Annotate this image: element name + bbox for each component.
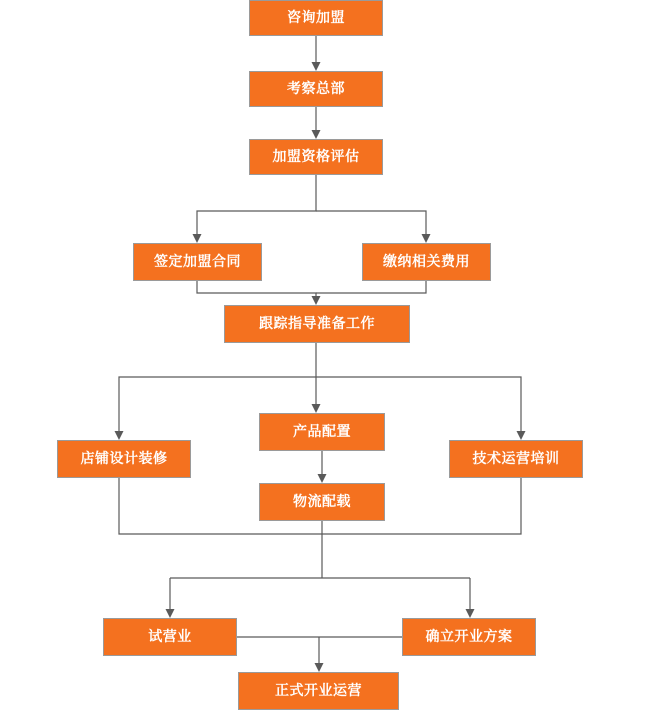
node-store-design[interactable]: 店铺设计装修 — [57, 440, 191, 478]
node-sign-contract[interactable]: 签定加盟合同 — [133, 243, 262, 281]
edge-fee-to-guide — [316, 281, 426, 293]
arrowhead — [312, 62, 321, 71]
arrowhead — [315, 663, 324, 672]
edge-contract-to-guide — [197, 281, 316, 298]
arrowhead — [312, 404, 321, 413]
arrowhead — [312, 296, 321, 305]
arrowhead — [166, 609, 175, 618]
arrowhead — [422, 234, 431, 243]
node-logistics-loading[interactable]: 物流配载 — [259, 483, 385, 521]
arrowhead — [517, 431, 526, 440]
node-technical-training[interactable]: 技术运营培训 — [449, 440, 583, 478]
node-consult-franchise[interactable]: 咨询加盟 — [249, 0, 383, 36]
edge-eval-to-fee — [316, 211, 426, 236]
node-product-configuration[interactable]: 产品配置 — [259, 413, 385, 451]
arrowhead — [193, 234, 202, 243]
arrowhead — [312, 130, 321, 139]
node-official-opening[interactable]: 正式开业运营 — [238, 672, 399, 710]
node-trial-operation[interactable]: 试营业 — [103, 618, 237, 656]
node-pay-fees[interactable]: 缴纳相关费用 — [362, 243, 491, 281]
node-tracking-guidance[interactable]: 跟踪指导准备工作 — [224, 305, 410, 343]
node-qualification-evaluation[interactable]: 加盟资格评估 — [249, 139, 383, 175]
arrowhead — [466, 609, 475, 618]
node-inspect-headquarters[interactable]: 考察总部 — [249, 71, 383, 107]
arrowhead — [318, 474, 327, 483]
node-opening-plan[interactable]: 确立开业方案 — [402, 618, 536, 656]
edge-eval-to-contract — [197, 175, 316, 236]
arrowhead — [115, 431, 124, 440]
